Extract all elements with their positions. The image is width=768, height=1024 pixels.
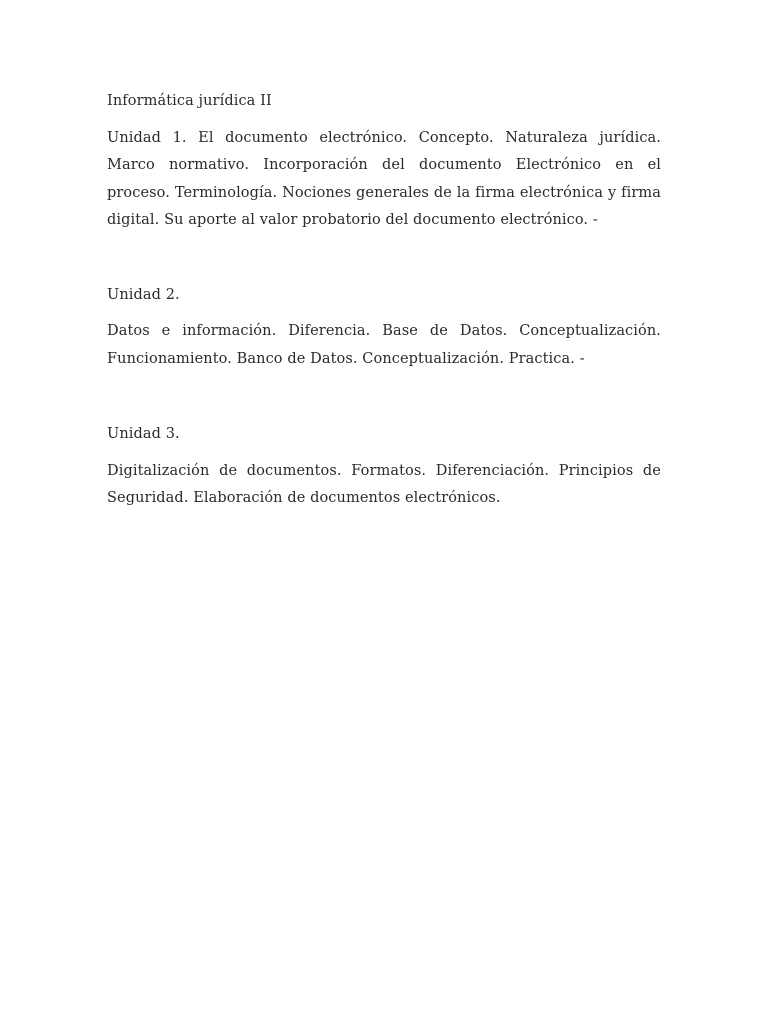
unit-2-text: Datos e información. Diferencia. Base de Datos. Conceptualización. Funcionamiento. Banco de Datos. Conceptualización. Practica. - <box>107 323 661 367</box>
document-title: Informática jurídica II <box>107 93 272 109</box>
document-page <box>107 88 661 513</box>
unit-3-text: Digitalización de documentos. Formatos. Diferenciación. Principios de Seguridad. Elaboración de documentos electrónicos. <box>107 462 661 506</box>
unit-2-heading: Unidad 2. <box>107 286 180 303</box>
unit-1-section <box>107 125 661 235</box>
unit-3-section <box>107 421 661 513</box>
unit-1-text: Unidad 1. El documento electrónico. Concepto. Naturaleza jurídica. Marco normativo. Incorporación del documento Electrónico en el proceso. Terminología. Nociones generales de la firma electrónica y firma digital. Su aporte al valor probatorio del documento electrónico. - <box>107 129 661 228</box>
unit-3-heading: Unidad 3. <box>107 426 180 442</box>
unit-2-section <box>107 282 661 374</box>
